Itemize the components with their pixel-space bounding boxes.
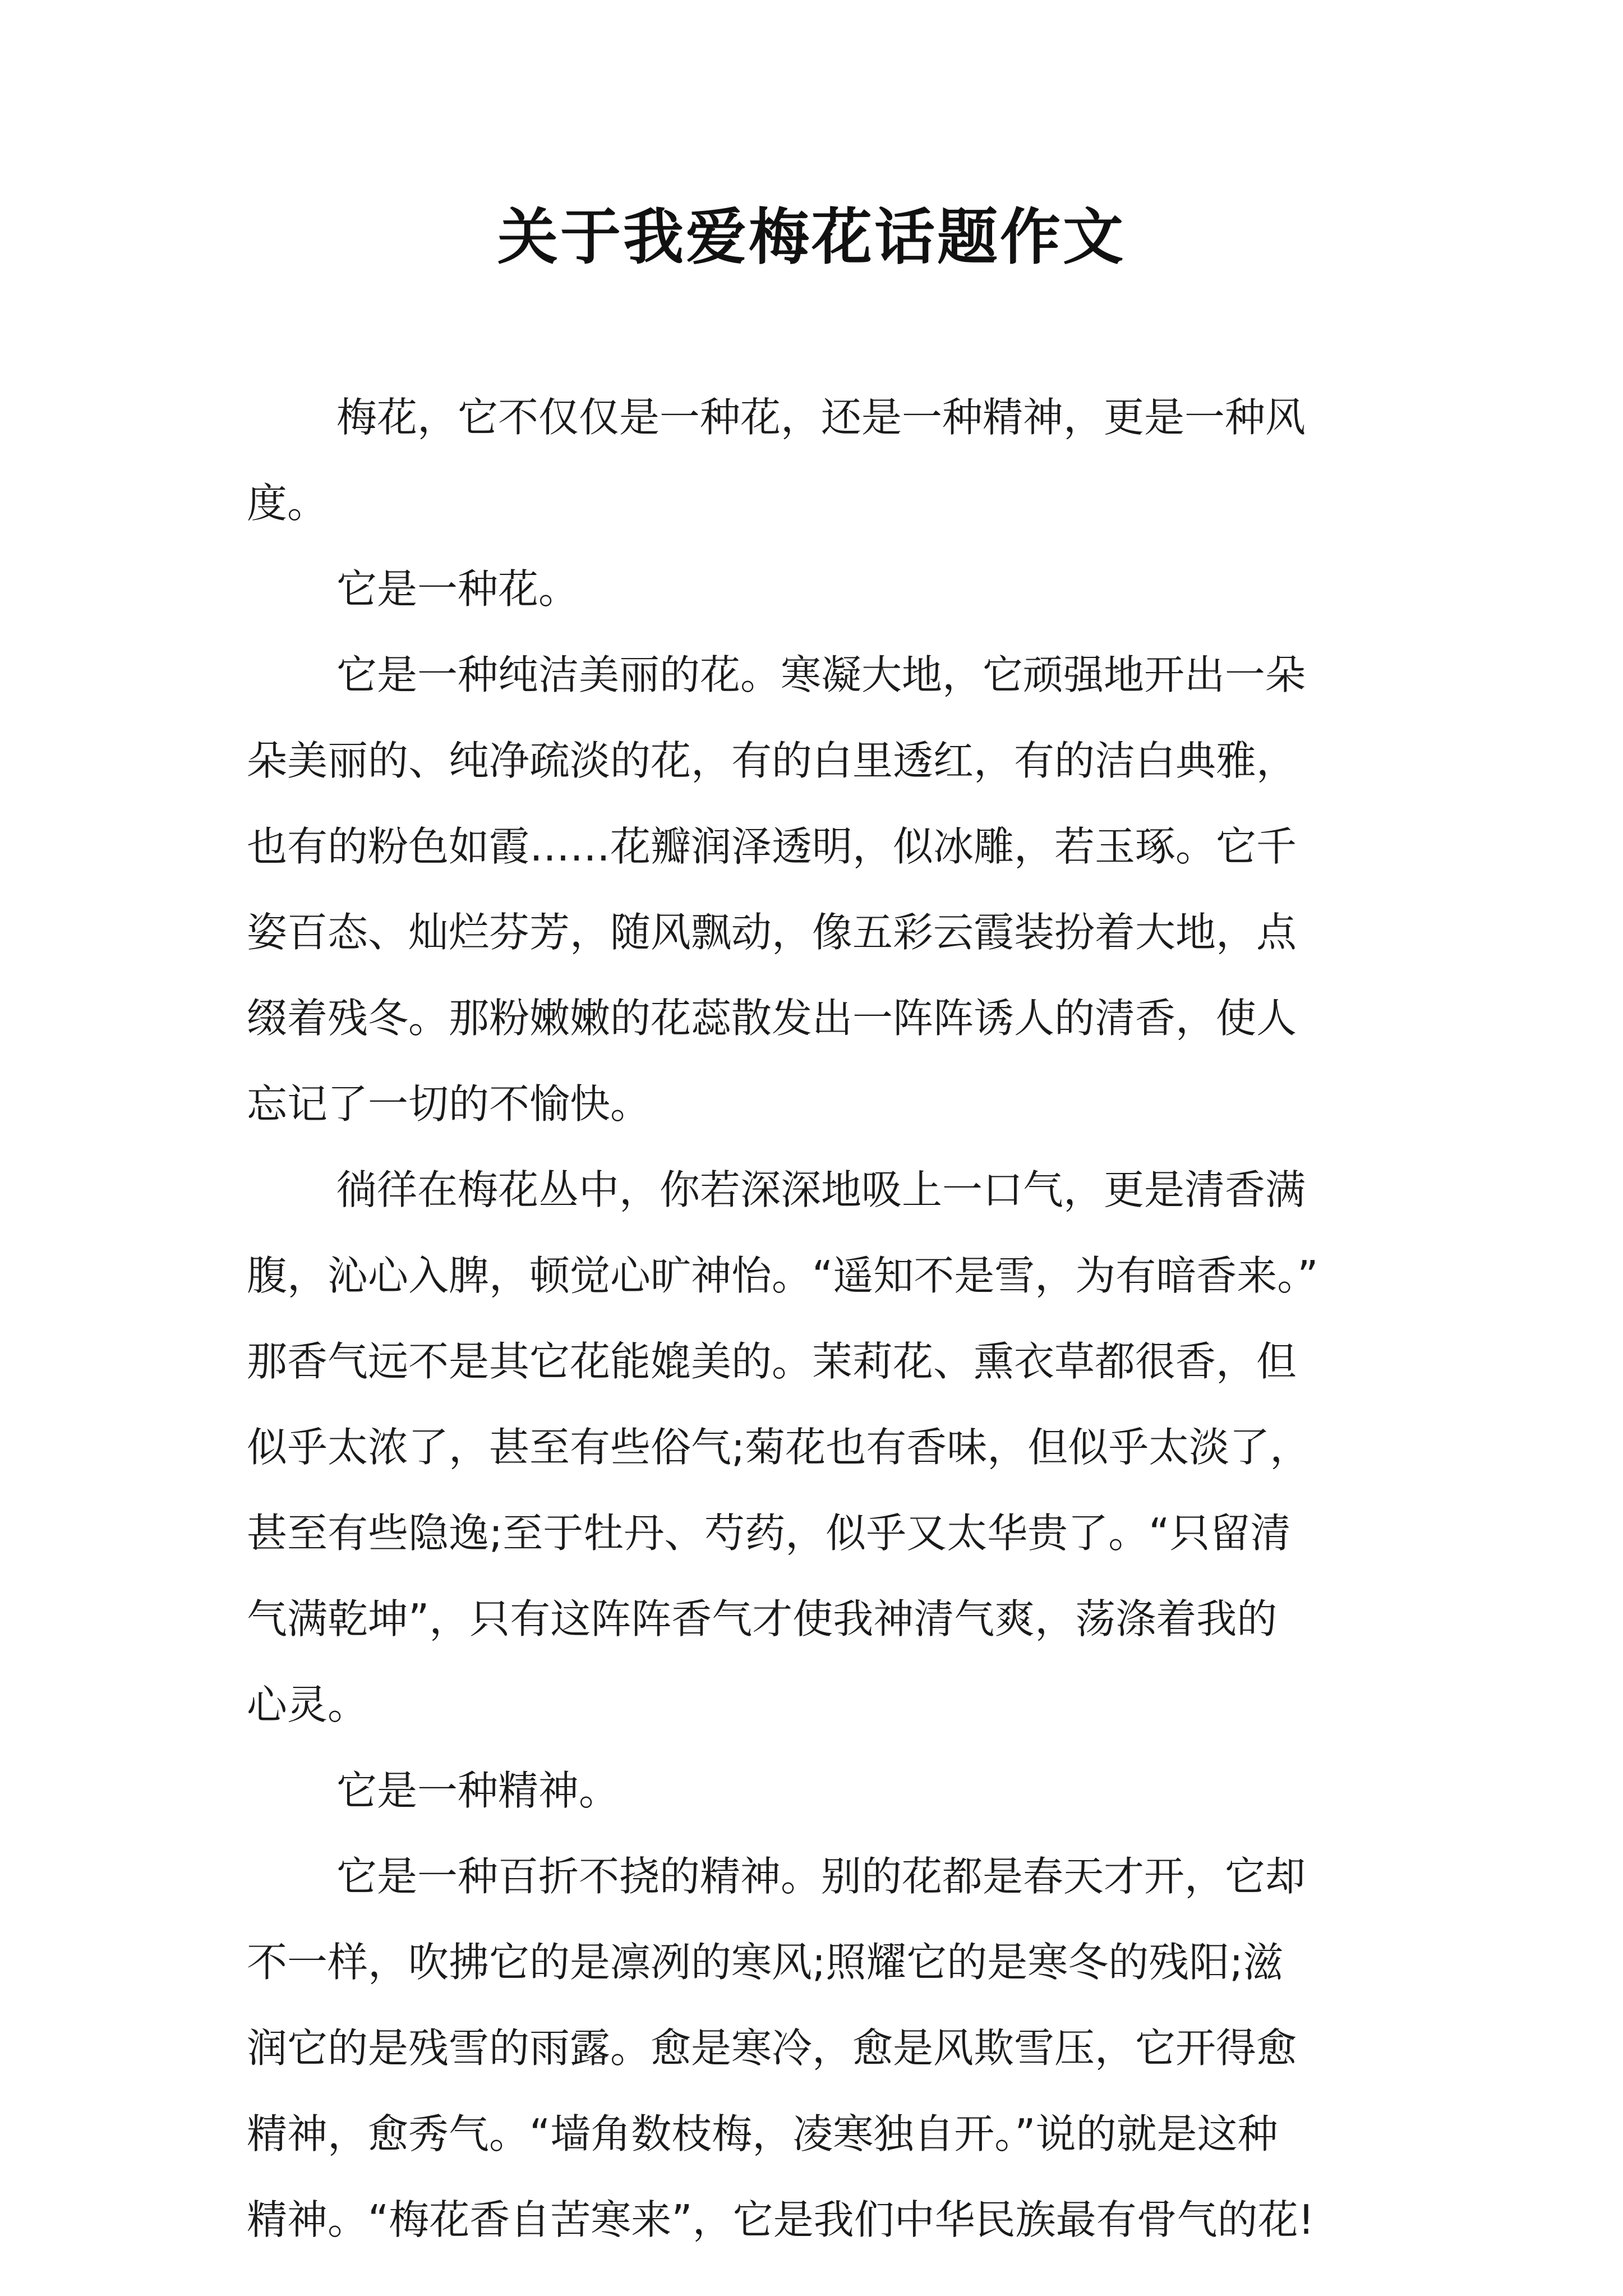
- document-body: [247, 375, 1385, 2263]
- text-line: 它是一种精神。: [336, 1767, 620, 1814]
- paragraph: [247, 1147, 1385, 1748]
- text-line: 腹，沁心入脾，顿觉心旷神怡。“遥知不是雪，为有暗香来。”: [247, 1252, 1318, 1299]
- paragraph: [247, 546, 1385, 632]
- text-line: 润它的是残雪的雨露。愈是寒冷，愈是风欺雪压，它开得愈: [247, 2024, 1297, 2072]
- text-line: 忘记了一切的不愉快。: [247, 1080, 651, 1128]
- paragraph: [247, 375, 1385, 546]
- paragraph: [247, 1834, 1385, 2263]
- text-line: 似乎太浓了，甚至有些俗气;菊花也有香味，但似乎太淡了，: [247, 1424, 1311, 1471]
- text-line: 缀着残冬。那粉嫩嫩的花蕊散发出一阵阵诱人的清香，使人: [247, 995, 1297, 1042]
- text-line: 心灵。: [247, 1681, 368, 1728]
- text-line: 徜徉在梅花丛中，你若深深地吸上一口气，更是清香满: [336, 1166, 1306, 1213]
- text-line: 它是一种百折不挠的精神。别的花都是春天才开，它却: [336, 1853, 1306, 1900]
- text-line: 它是一种纯洁美丽的花。寒凝大地，它顽强地开出一朵: [336, 651, 1306, 698]
- document-title: 关于我爱梅花话题作文: [497, 202, 1126, 273]
- text-line: 那香气远不是其它花能媲美的。茉莉花、熏衣草都很香，但: [247, 1338, 1297, 1385]
- paragraph: [247, 632, 1385, 1147]
- text-line: 精神，愈秀气。“墙角数枝梅，凌寒独自开。”说的就是这种: [247, 2110, 1278, 2157]
- text-line: 它是一种花。: [336, 565, 579, 613]
- text-line: 度。: [247, 480, 328, 527]
- text-line: 气满乾坤”，只有这阵阵香气才使我神清气爽，荡涤着我的: [247, 1595, 1278, 1642]
- text-line: 也有的粉色如霞……花瓣润泽透明，似冰雕，若玉琢。它千: [247, 823, 1297, 870]
- paragraph: [247, 1748, 1385, 1834]
- text-line: 甚至有些隐逸;至于牡丹、芍药，似乎又太华贵了。“只留清: [247, 1510, 1291, 1557]
- text-line: 梅花，它不仅仅是一种花，还是一种精神，更是一种风: [336, 394, 1306, 441]
- text-line: 精神。“梅花香自苦寒来”，它是我们中华民族最有骨气的花!: [247, 2196, 1315, 2243]
- text-line: 姿百态、灿烂芬芳，随风飘动，像五彩云霞装扮着大地，点: [247, 909, 1297, 956]
- text-line: 不一样，吹拂它的是凛冽的寒风;照耀它的是寒冬的残阳;滋: [247, 1939, 1284, 1986]
- text-line: 朵美丽的、纯净疏淡的花，有的白里透红，有的洁白典雅，: [247, 737, 1297, 784]
